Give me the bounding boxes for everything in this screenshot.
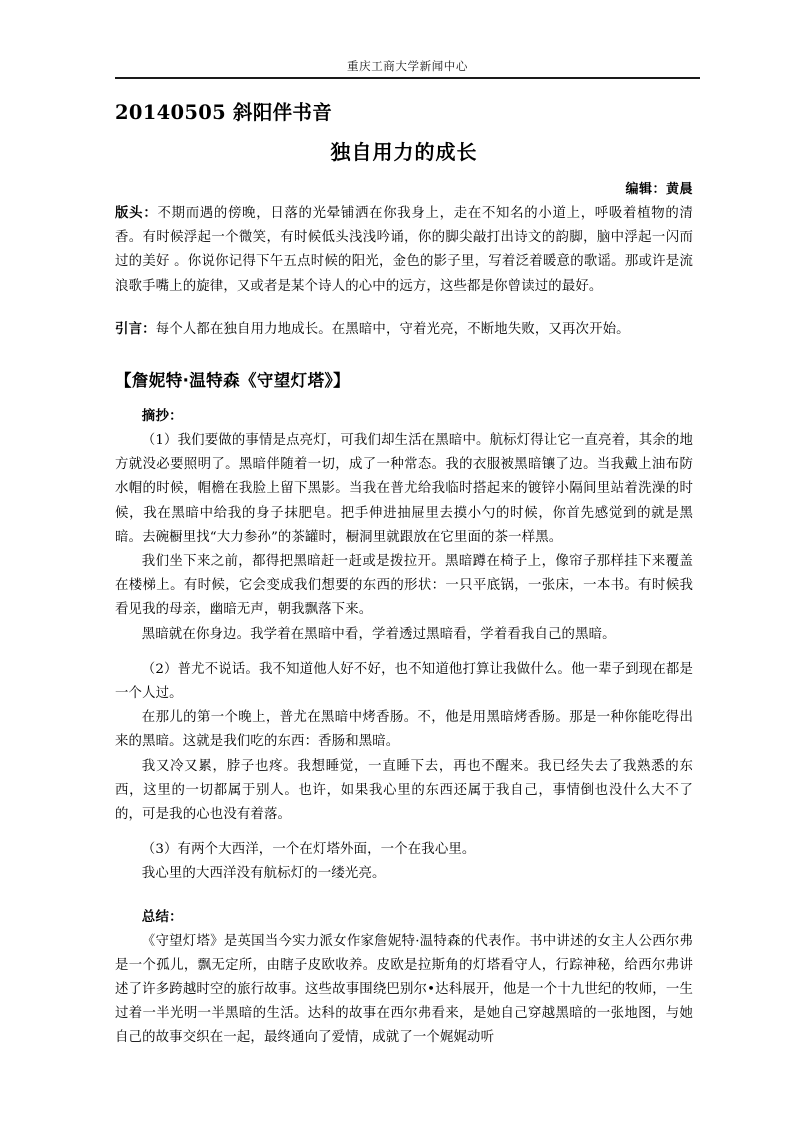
banner-label: 版头：: [115, 206, 158, 221]
intro-label: 引言：: [115, 321, 156, 337]
intro-text: 每个人都在独自用力地成长。在黑暗中，守着光亮，不断地失败，又再次开始。: [155, 321, 630, 337]
excerpt-paragraph: 我们坐下来之前，都得把黑暗赶一赶或是拨拉开。黑暗蹲在椅子上，像帘子那样挂下来覆盖在楼梯上。有时候，它会变成我们想要的东西的形状：一只平底锅，一张床，一本书。有时候我看见我的母亲，幽暗无声，朝我飘落下来。: [115, 554, 693, 618]
spacer: [115, 827, 693, 838]
document-body: [115, 98, 693, 1051]
header-running-title: 重庆工商大学新闻中心: [347, 59, 468, 73]
spacer: [115, 342, 693, 368]
spacer: [115, 647, 693, 658]
excerpt-paragraph: 黑暗就在你身边。我学着在黑暗中看，学着透过黑暗看，学着看我自己的黑暗。: [141, 626, 616, 642]
excerpt-paragraph: （2）普尤不说话。我不知道他人好不好，也不知道他打算让我做什么。他一辈子到现在都是一个人过。: [115, 661, 693, 702]
spacer: [115, 394, 693, 405]
summary-section-label: 总结：: [141, 909, 183, 925]
summary-paragraph: 《守望灯塔》是英国当今实力派女作家詹妮特·温特森的代表作。书中讲述的女主人公西尔弗是一个孤儿，飘无定所，由瞎子皮欧收养。皮欧是拉斯角的灯塔看守人，行踪神秘，给西尔弗讲述了许多跨越时空的旅行故事。这些故事围绕巴别尔•达科展开，他是一个十九世纪的牧师，一生过着一半光明一半黑暗的生活。达科的故事在西尔弗看来，是她自己穿越黑暗的一张地图，与她自己的故事交织在一起，最终通向了爱情，成就了一个娓娓动听: [115, 933, 693, 1046]
excerpt-paragraph: 我又冷又累，脖子也疼。我想睡觉，一直睡下去，再也不醒来。我已经失去了我熟悉的东西，这里的一切都属于别人。也许，如果我心里的东西还属于我自己，事情倒也没什么大不了的，可是我的心也没有着落。: [115, 758, 693, 823]
excerpt-paragraph: （1）我们要做的事情是点亮灯，可我们却生活在黑暗中。航标灯得让它一直亮着，其余的地方就没必要照明了。黑暗伴随着一切，成了一种常态。我的衣服被黑暗镶了边。当我戴上油布防水帽的时候，帽檐在我脸上留下黑影。当我在普尤给我临时搭起来的镀锌小隔间里站着洗澡的时候，我在黑暗中给我的身子抹肥皂。把手伸进抽屉里去摸小勺的时候，你首先感觉到的就是黑暗。去碗橱里找“大力参孙”的茶罐时，橱洞里就跟放在它里面的茶一样黑。: [115, 433, 693, 545]
article-title: 独自用力的成长: [330, 140, 478, 164]
date-column-title: 20140505 斜阳伴书音: [115, 101, 333, 124]
book-section-heading: 【詹妮特·温特森《守望灯塔》】: [115, 371, 351, 391]
header-divider-rule: [115, 77, 700, 79]
excerpt-paragraph: 在那儿的第一个晚上，普尤在黑暗中烤香肠。不，他是用黑暗烤香肠。那是一种你能吃得出来的黑暗。这就是我们吃的东西：香肠和黑暗。: [115, 710, 693, 750]
editor-byline: 编辑：黄晨: [625, 182, 693, 197]
spacer: [115, 299, 693, 318]
spacer: [115, 887, 693, 906]
banner-paragraph: [115, 202, 693, 299]
excerpt-paragraph: 我心里的大西洋没有航标灯的一缕光亮。: [141, 866, 386, 882]
excerpt-section-label: 摘抄：: [141, 409, 183, 425]
excerpt-paragraph: （3）有两个大西洋，一个在灯塔外面，一个在我心里。: [141, 842, 476, 858]
intro-paragraph: [115, 318, 693, 342]
page-header: [115, 58, 700, 79]
banner-text: 不期而遇的傍晚，日落的光晕铺洒在你我身上，走在不知名的小道上，呼吸着植物的清香。有时候浮起一个微笑，有时候低头浅浅吟诵，你的脚尖敲打出诗文的韵脚，脑中浮起一闪而过的美好 。你说你记得下午五点时候的阳光，金色的影子里，写着泛着暖意的歌谣。那或许是流浪歌手嘴上的旋律，又或者是某个诗人的心中的远方，这些都是你曾读过的最好。: [115, 206, 693, 294]
